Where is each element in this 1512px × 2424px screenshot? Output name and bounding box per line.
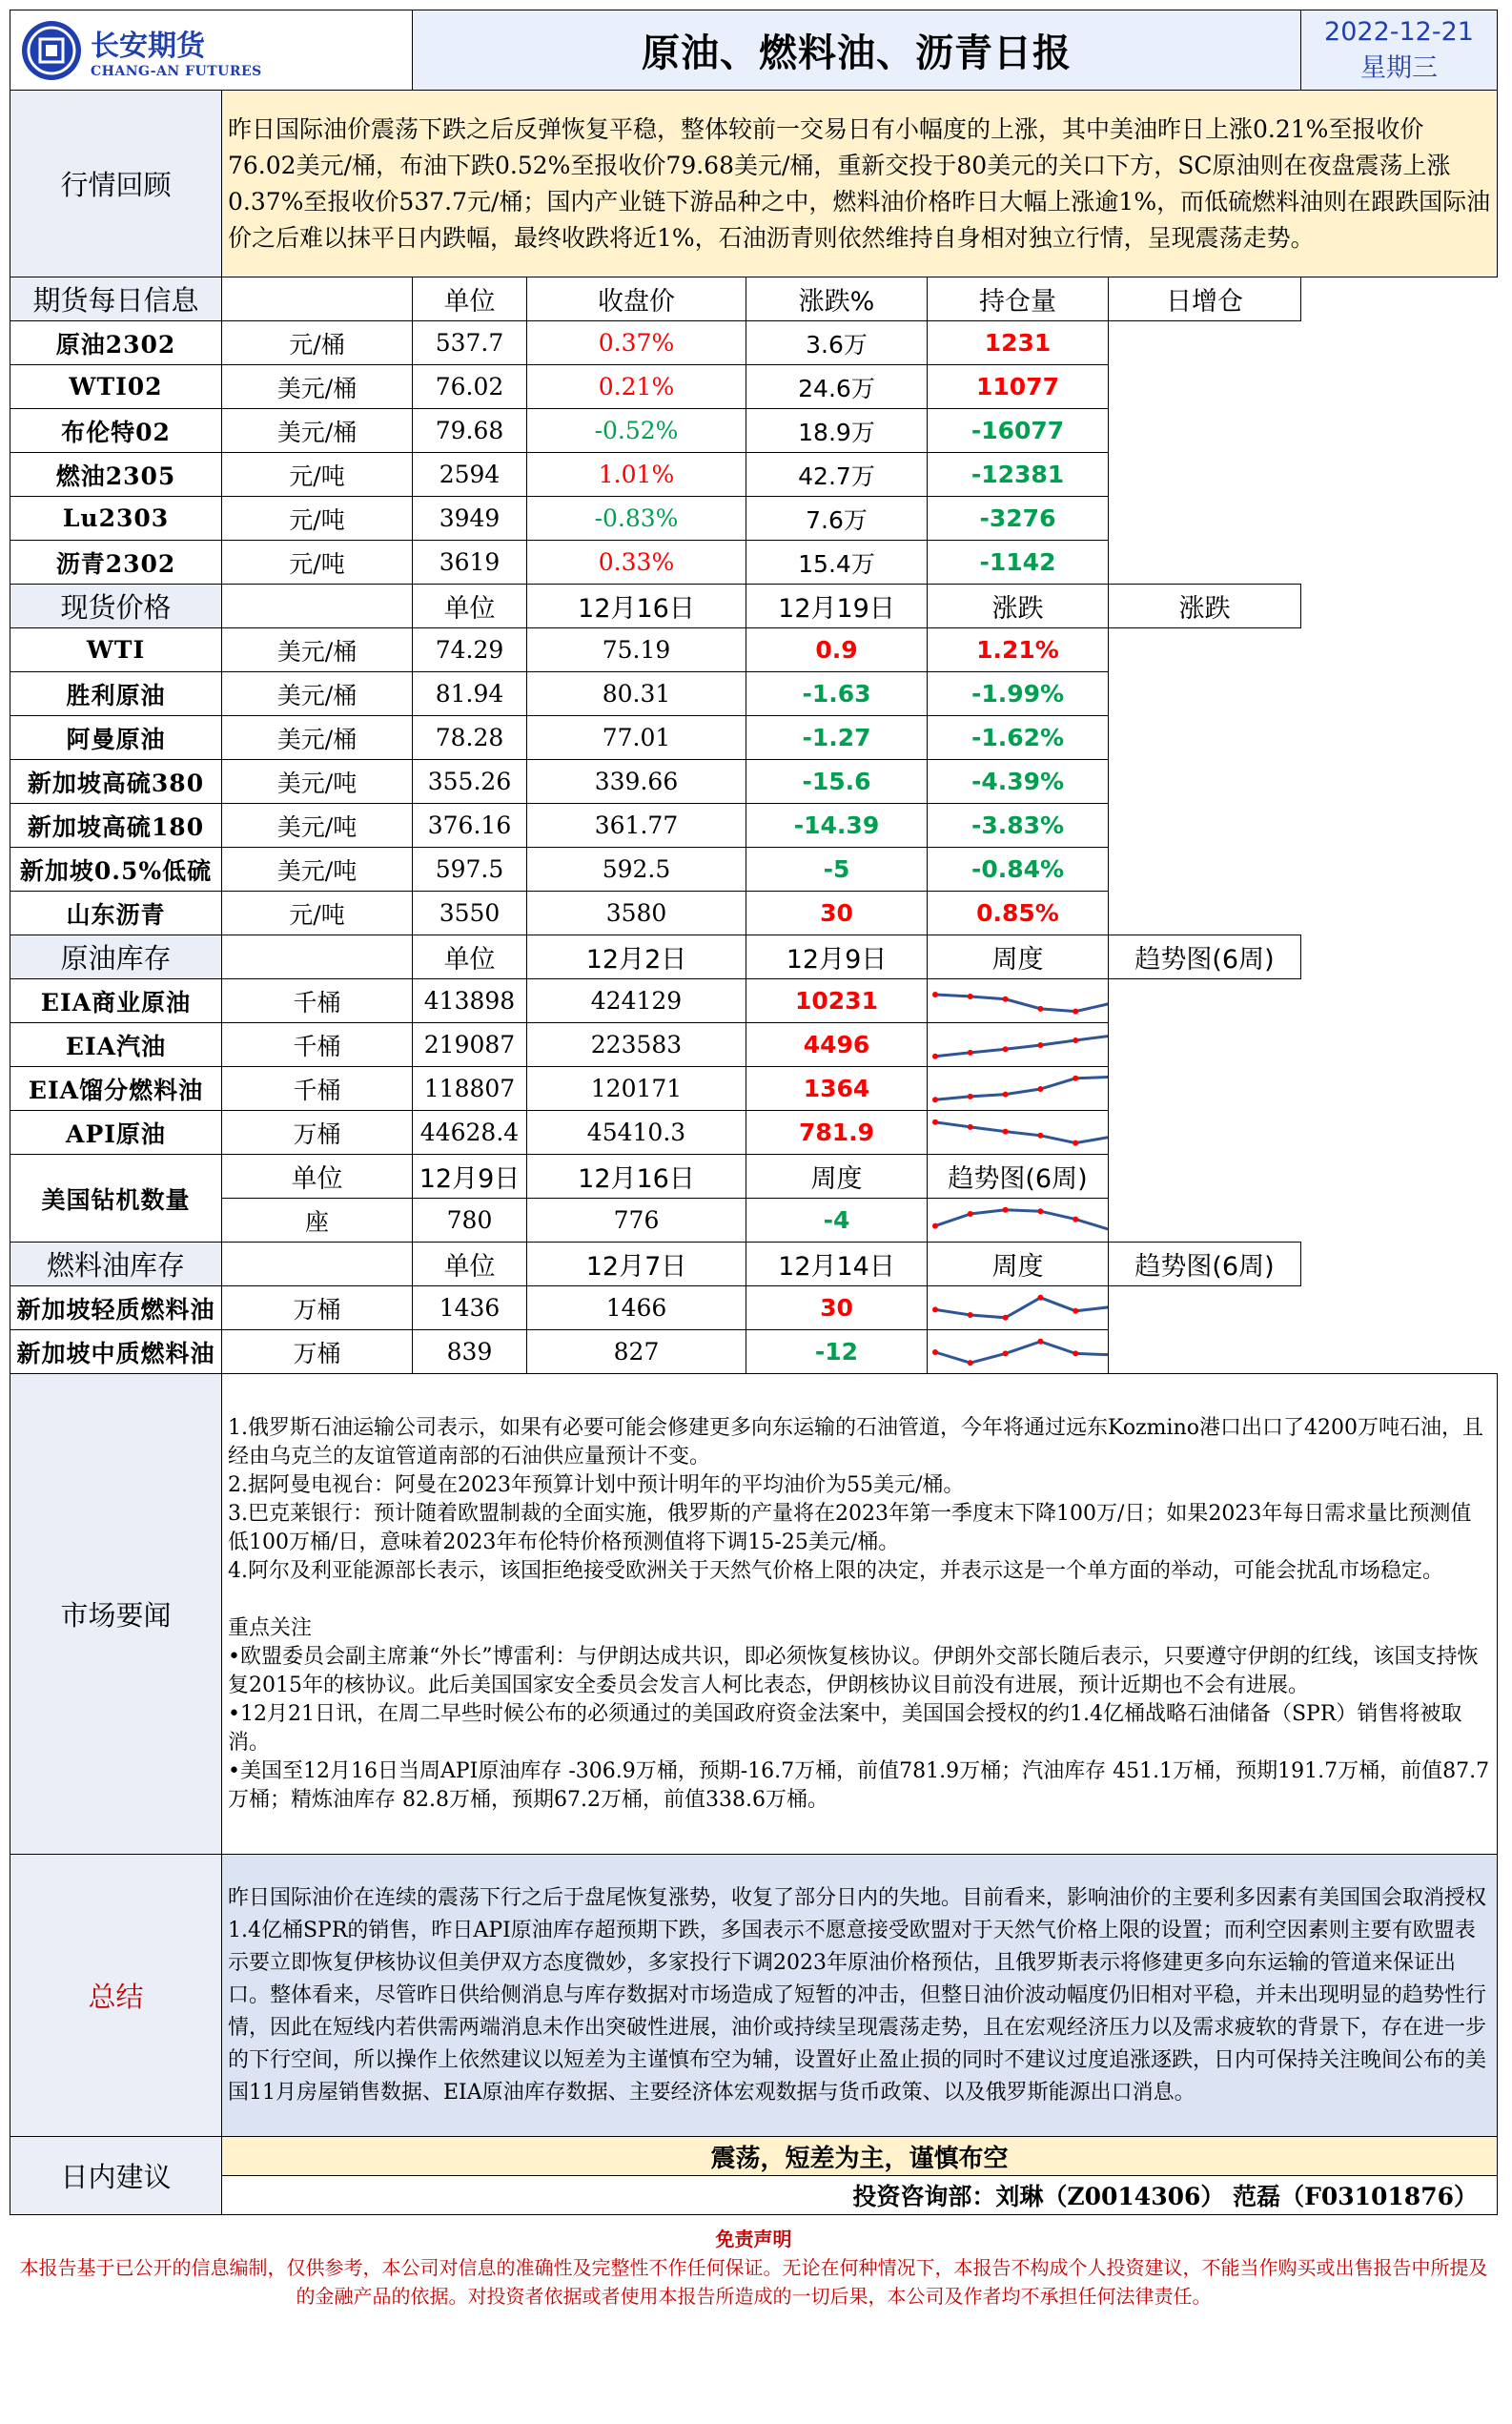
trend-point xyxy=(968,1211,973,1217)
rig-col-d1: 12月9日 xyxy=(413,1155,527,1199)
crude-trend-cell xyxy=(928,1111,1109,1155)
trend-point xyxy=(968,993,973,998)
fuel-trend-cell xyxy=(928,1286,1109,1330)
futures-doi: 1231 xyxy=(928,321,1109,365)
trend-line xyxy=(935,1297,1109,1317)
rig-trend-cell xyxy=(928,1199,1109,1243)
trend-point xyxy=(968,1123,973,1129)
news-line: 1.俄罗斯石油运输公司表示，如果有必要可能会修建更多向东运输的石油管道，今年将通过远东Kozmino港口出口了4200万吨石油，且经由乌克兰的友谊管道南部的石油供应量预计不变。 xyxy=(228,1415,1483,1469)
trend-point xyxy=(968,1312,973,1318)
crude-col-chg: 周度 xyxy=(928,935,1109,979)
futures-unit: 元/吨 xyxy=(222,541,413,585)
spot-unit: 元/吨 xyxy=(222,892,413,935)
disclaimer-text: 本报告基于已公开的信息编制，仅供参考，本公司对信息的准确性及完整性不作任何保证。无论在何种情况下，本报告不构成个人投资建议，不能当作购买或出售报告中所提及的金融产品的依据。对投资者依据或者使用本报告所造成的一切后果，本公司及作者均不承担任何法律责任。 xyxy=(19,2256,1488,2308)
section-news-label: 市场要闻 xyxy=(10,1374,222,1855)
spot-name: 阿曼原油 xyxy=(10,716,222,760)
futures-oi: 42.7万 xyxy=(746,453,928,497)
news-line: 3.巴克莱银行：预计随着欧盟制裁的全面实施，俄罗斯的产量将在2023年第一季度末下降100万/日；如果2023年每日需求量比预测值低100万桶/日，意味着2023年布伦特价格预测值将下调15-25美元/桶。 xyxy=(228,1501,1472,1554)
spot-unit: 美元/吨 xyxy=(222,760,413,804)
spot-row xyxy=(10,892,1498,935)
logo-emblem-icon xyxy=(20,19,83,82)
fuel-sparkline xyxy=(928,1287,1109,1329)
fuel-col-trend: 趋势图(6周) xyxy=(1109,1243,1301,1286)
spot-d1: 74.29 xyxy=(413,628,527,672)
trend-point xyxy=(1037,1086,1043,1092)
trend-point xyxy=(1003,1046,1009,1052)
fuel-name: 新加坡中质燃料油 xyxy=(10,1330,222,1374)
spot-unit: 美元/吨 xyxy=(222,804,413,848)
futures-close: 3619 xyxy=(413,541,527,585)
logo-cn: 长安期货 xyxy=(91,29,205,63)
spot-col-d1: 12月16日 xyxy=(527,585,746,628)
company-logo xyxy=(14,11,408,90)
crude-row xyxy=(10,1067,1498,1111)
spot-d2: 75.19 xyxy=(527,628,746,672)
spot-d2: 3580 xyxy=(527,892,746,935)
fuel-row xyxy=(10,1286,1498,1330)
spot-d1: 81.94 xyxy=(413,672,527,716)
trend-line xyxy=(935,1209,1109,1229)
rig-header-row xyxy=(10,1155,1498,1199)
futures-unit: 美元/桶 xyxy=(222,409,413,453)
futures-unit: 美元/桶 xyxy=(222,365,413,409)
report-date: 2022-12-21 xyxy=(1324,16,1474,47)
futures-name: 原油2302 xyxy=(10,321,222,365)
crude-chg: 781.9 xyxy=(746,1111,928,1155)
spot-col-d2: 12月19日 xyxy=(746,585,928,628)
logo-cell xyxy=(10,10,413,91)
spot-row xyxy=(10,804,1498,848)
review-text: 昨日国际油价震荡下跌之后反弹恢复平稳，整体较前一交易日有小幅度的上涨，其中美油昨日上涨0.21%至报收价76.02美元/桶，布油下跌0.52%至报收价79.68美元/桶，重新交投于80美元的关口下方，SC原油则在夜盘震荡上涨0.37%至报收价537.7元/桶；国内产业链下游品种之中，燃料油价格昨日大幅上涨逾1%，而低硫燃料油则在跟跌国际油价之后难以抹平日内跌幅，最终收跌将近1%，石油沥青则依然维持自身相对独立行情，呈现震荡走势。 xyxy=(222,91,1498,277)
trend-point xyxy=(1037,1005,1043,1011)
futures-unit: 元/吨 xyxy=(222,497,413,541)
spot-d1: 78.28 xyxy=(413,716,527,760)
news-line xyxy=(228,1586,1491,1614)
news-line: •欧盟委员会副主席兼“外长”博雷利：与伊朗达成共识，即必须恢复核协议。伊朗外交部长随后表示，只要遵守伊朗的红线，该国支持恢复2015年的核协议。此后美国国家安全委员会发言人柯比表态，伊朗核协议目前没有进展，预计近期也不会有进展。 xyxy=(228,1644,1479,1697)
rig-col-trend: 趋势图(6周) xyxy=(928,1155,1109,1199)
disclaimer xyxy=(10,2215,1498,2311)
trend-point xyxy=(1073,1037,1078,1042)
trend-point xyxy=(1003,996,1009,1001)
spot-pct: -1.99% xyxy=(928,672,1109,716)
futures-row xyxy=(10,541,1498,585)
spot-chg: -1.63 xyxy=(746,672,928,716)
futures-doi: -1142 xyxy=(928,541,1109,585)
futures-doi: -12381 xyxy=(928,453,1109,497)
crude-unit: 千桶 xyxy=(222,1023,413,1067)
futures-oi: 7.6万 xyxy=(746,497,928,541)
futures-chg: -0.83% xyxy=(527,497,746,541)
fuel-d1: 839 xyxy=(413,1330,527,1374)
crude-chg: 1364 xyxy=(746,1067,928,1111)
spot-col-chg: 涨跌 xyxy=(928,585,1109,628)
crude-col-d2: 12月9日 xyxy=(746,935,928,979)
futures-row xyxy=(10,365,1498,409)
crude-chg: 4496 xyxy=(746,1023,928,1067)
futures-row xyxy=(10,321,1498,365)
futures-name: 布伦特02 xyxy=(10,409,222,453)
trend-point xyxy=(1037,1338,1043,1344)
spot-d2: 592.5 xyxy=(527,848,746,892)
news-line: •12月21日讯，在周二早些时候公布的必须通过的美国政府资金法案中，美国国会授权的约1.4亿桶战略石油储备（SPR）销售将被取消。 xyxy=(228,1701,1462,1755)
crude-col-d1: 12月2日 xyxy=(527,935,746,979)
rig-d2: 776 xyxy=(527,1199,746,1243)
futures-col-doi: 日增仓 xyxy=(1109,277,1301,321)
futures-col-unit: 单位 xyxy=(413,277,527,321)
crude-col-unit: 单位 xyxy=(413,935,527,979)
futures-doi: -16077 xyxy=(928,409,1109,453)
crude-name: API原油 xyxy=(10,1111,222,1155)
trend-point xyxy=(1003,1350,1009,1356)
spot-pct: -1.62% xyxy=(928,716,1109,760)
trend-point xyxy=(1108,1033,1109,1038)
trend-point xyxy=(1108,1134,1109,1140)
trend-point xyxy=(1073,1140,1078,1145)
trend-point xyxy=(1073,1008,1078,1014)
trend-point xyxy=(968,1093,973,1099)
crude-name: EIA馏分燃料油 xyxy=(10,1067,222,1111)
trend-point xyxy=(932,1349,938,1355)
crude-unit: 千桶 xyxy=(222,1067,413,1111)
trend-point xyxy=(1108,1074,1109,1079)
fuel-sparkline xyxy=(928,1331,1109,1373)
crude-row xyxy=(10,979,1498,1023)
futures-oi: 24.6万 xyxy=(746,365,928,409)
trend-point xyxy=(932,1222,938,1228)
rig-col-unit: 单位 xyxy=(222,1155,413,1199)
trend-point xyxy=(1037,1132,1043,1138)
fuel-col-d2: 12月14日 xyxy=(746,1243,928,1286)
trend-point xyxy=(968,1360,973,1366)
news-text xyxy=(222,1374,1498,1855)
section-summary-label: 总结 xyxy=(10,1855,222,2137)
futures-oi: 3.6万 xyxy=(746,321,928,365)
spot-chg: 0.9 xyxy=(746,628,928,672)
news-line: 2.据阿曼电视台：阿曼在2023年预算计划中预计明年的平均油价为55美元/桶。 xyxy=(228,1472,965,1497)
spot-d2: 339.66 xyxy=(527,760,746,804)
crude-row xyxy=(10,1023,1498,1067)
crude-trend-cell xyxy=(928,1067,1109,1111)
crude-sparkline xyxy=(928,1024,1109,1066)
spot-name: 新加坡0.5%低硫 xyxy=(10,848,222,892)
advice-text: 震荡，短差为主，谨慎布空 xyxy=(222,2137,1498,2176)
trend-point xyxy=(1108,1351,1109,1357)
futures-chg: 0.33% xyxy=(527,541,746,585)
crude-sparkline xyxy=(928,1068,1109,1110)
report-weekday: 星期三 xyxy=(1360,52,1438,83)
report-table xyxy=(10,10,1498,2311)
report-title: 原油、燃料油、沥青日报 xyxy=(413,10,1301,91)
futures-close: 2594 xyxy=(413,453,527,497)
rig-col-d2: 12月16日 xyxy=(527,1155,746,1199)
futures-col-chg: 涨跌% xyxy=(746,277,928,321)
crude-d1: 44628.4 xyxy=(413,1111,527,1155)
trend-point xyxy=(1108,1304,1109,1309)
trend-point xyxy=(932,1119,938,1124)
trend-point xyxy=(932,1053,938,1058)
crude-header-row xyxy=(10,935,1498,979)
crude-unit: 千桶 xyxy=(222,979,413,1023)
futures-close: 76.02 xyxy=(413,365,527,409)
crude-d2: 424129 xyxy=(527,979,746,1023)
summary-text: 昨日国际油价在连续的震荡下行之后于盘尾恢复涨势，收复了部分日内的失地。目前看来，影响油价的主要利多因素有美国国会取消授权1.4亿桶SPR的销售，昨日API原油库存超预期下跌，多国表示不愿意接受欧盟对于天然气价格上限的设置；而利空因素则主要有欧盟表示要立即恢复伊核协议但美伊双方态度微妙，多家投行下调2023年原油价格预估，且俄罗斯表示将修建更多向东运输的管道来保证出口。整体看来，尽管昨日供给侧消息与库存数据对市场造成了短暂的冲击，但整日油价波动幅度仍旧相对平稳，并未出现明显的趋势性行情，因此在短线内若供需两端消息未作出突破性进展，油价或持续呈现震荡走势，且在宏观经济压力以及需求疲软的背景下，存在进一步的下行空间，所以操作上依然建议以短差为主谨慎布空为辅，设置好止盈止损的同时不建议过度追涨逐跌，日内可保持关注晚间公布的美国11月房屋销售数据、EIA原油库存数据、主要经济体宏观数据与货币政策、以及俄罗斯能源出口消息。 xyxy=(222,1855,1498,2137)
crude-d1: 413898 xyxy=(413,979,527,1023)
futures-chg: 0.21% xyxy=(527,365,746,409)
futures-name: 沥青2302 xyxy=(10,541,222,585)
spot-row xyxy=(10,848,1498,892)
crude-d1: 118807 xyxy=(413,1067,527,1111)
news-line: 4.阿尔及利亚能源部长表示，该国拒绝接受欧洲关于天然气价格上限的决定，并表示这是一个单方面的举动，可能会扰乱市场稳定。 xyxy=(228,1558,1443,1583)
spot-pct: 1.21% xyxy=(928,628,1109,672)
fuel-d2: 827 xyxy=(527,1330,746,1374)
futures-col-oi: 持仓量 xyxy=(928,277,1109,321)
spot-chg: -14.39 xyxy=(746,804,928,848)
futures-close: 537.7 xyxy=(413,321,527,365)
futures-chg: -0.52% xyxy=(527,409,746,453)
trend-point xyxy=(1073,1216,1078,1222)
crude-name: EIA汽油 xyxy=(10,1023,222,1067)
spot-unit: 美元/吨 xyxy=(222,848,413,892)
advisor-names: 投资咨询部：刘琳（Z0014306） 范磊（F03101876） xyxy=(222,2176,1498,2215)
futures-close: 3949 xyxy=(413,497,527,541)
trend-line xyxy=(935,1341,1109,1362)
trend-point xyxy=(932,1306,938,1312)
trend-line xyxy=(935,1077,1109,1099)
spot-name: WTI xyxy=(10,628,222,672)
trend-line xyxy=(935,1036,1109,1057)
spot-name: 新加坡高硫380 xyxy=(10,760,222,804)
trend-point xyxy=(1073,1075,1078,1080)
crude-chg: 10231 xyxy=(746,979,928,1023)
trend-point xyxy=(1003,1206,1009,1212)
spot-header-row xyxy=(10,585,1498,628)
futures-col-close: 收盘价 xyxy=(527,277,746,321)
futures-name: 燃油2305 xyxy=(10,453,222,497)
futures-row xyxy=(10,453,1498,497)
trend-point xyxy=(1003,1128,1009,1134)
futures-chg: 0.37% xyxy=(527,321,746,365)
crude-d2: 223583 xyxy=(527,1023,746,1067)
futures-oi: 18.9万 xyxy=(746,409,928,453)
futures-name: Lu2303 xyxy=(10,497,222,541)
trend-point xyxy=(932,992,938,997)
trend-point xyxy=(1037,1208,1043,1214)
trend-point xyxy=(1037,1294,1043,1300)
rig-col-chg: 周度 xyxy=(746,1155,928,1199)
crude-unit: 万桶 xyxy=(222,1111,413,1155)
crude-d2: 120171 xyxy=(527,1067,746,1111)
spot-chg: 30 xyxy=(746,892,928,935)
crude-name: EIA商业原油 xyxy=(10,979,222,1023)
spot-name: 新加坡高硫180 xyxy=(10,804,222,848)
fuel-col-unit: 单位 xyxy=(413,1243,527,1286)
futures-unit: 元/吨 xyxy=(222,453,413,497)
spot-row xyxy=(10,628,1498,672)
date-cell xyxy=(1301,10,1498,91)
spot-row xyxy=(10,716,1498,760)
spot-d1: 355.26 xyxy=(413,760,527,804)
trend-point xyxy=(1003,1091,1009,1097)
trend-point xyxy=(1003,1314,1009,1320)
rig-sparkline xyxy=(928,1200,1109,1242)
fuel-d1: 1436 xyxy=(413,1286,527,1330)
spot-chg: -5 xyxy=(746,848,928,892)
spot-d1: 376.16 xyxy=(413,804,527,848)
trend-point xyxy=(1108,1226,1109,1232)
futures-row xyxy=(10,497,1498,541)
trend-line xyxy=(935,995,1109,1012)
futures-name: WTI02 xyxy=(10,365,222,409)
daily-report xyxy=(10,10,1506,2311)
futures-unit: 元/桶 xyxy=(222,321,413,365)
futures-oi: 15.4万 xyxy=(746,541,928,585)
news-line: •美国至12月16日当周API原油库存 -306.9万桶，预期-16.7万桶，前值781.9万桶；汽油库存 451.1万桶，预期191.7万桶，前值87.7万桶；精炼油库存 82.8万桶，预期67.2万桶，前值338.6万桶。 xyxy=(228,1758,1490,1812)
section-futures-label: 期货每日信息 xyxy=(10,277,222,321)
trend-point xyxy=(932,1097,938,1102)
spot-row xyxy=(10,672,1498,716)
section-crude-label: 原油库存 xyxy=(10,935,222,979)
logo-en: CHANG-AN FUTURES xyxy=(91,63,262,79)
spot-col-pct: 涨跌 xyxy=(1109,585,1301,628)
futures-chg: 1.01% xyxy=(527,453,746,497)
section-review-label: 行情回顾 xyxy=(10,91,222,277)
crude-d1: 219087 xyxy=(413,1023,527,1067)
spot-unit: 美元/桶 xyxy=(222,628,413,672)
trend-point xyxy=(1073,1307,1078,1313)
trend-point xyxy=(1037,1042,1043,1048)
news-line: 重点关注 xyxy=(228,1615,313,1640)
fuel-unit: 万桶 xyxy=(222,1330,413,1374)
spot-d2: 77.01 xyxy=(527,716,746,760)
fuel-chg: 30 xyxy=(746,1286,928,1330)
trend-point xyxy=(1108,1000,1109,1006)
disclaimer-title: 免责声明 xyxy=(715,2228,792,2250)
spot-name: 胜利原油 xyxy=(10,672,222,716)
futures-close: 79.68 xyxy=(413,409,527,453)
trend-point xyxy=(968,1049,973,1055)
fuel-d2: 1466 xyxy=(527,1286,746,1330)
spot-col-unit: 单位 xyxy=(413,585,527,628)
futures-header-row xyxy=(10,277,1498,321)
spot-d2: 80.31 xyxy=(527,672,746,716)
crude-trend-cell xyxy=(928,979,1109,1023)
fuel-col-d1: 12月7日 xyxy=(527,1243,746,1286)
spot-d2: 361.77 xyxy=(527,804,746,848)
crude-sparkline xyxy=(928,1112,1109,1154)
rig-chg: -4 xyxy=(746,1199,928,1243)
spot-d1: 597.5 xyxy=(413,848,527,892)
spot-d1: 3550 xyxy=(413,892,527,935)
crude-trend-cell xyxy=(928,1023,1109,1067)
crude-sparkline xyxy=(928,980,1109,1022)
fuel-col-chg: 周度 xyxy=(928,1243,1109,1286)
crude-row xyxy=(10,1111,1498,1155)
rig-d1: 780 xyxy=(413,1199,527,1243)
fuel-header-row xyxy=(10,1243,1498,1286)
spot-row xyxy=(10,760,1498,804)
fuel-row xyxy=(10,1330,1498,1374)
section-spot-label: 现货价格 xyxy=(10,585,222,628)
futures-doi: -3276 xyxy=(928,497,1109,541)
spot-chg: -1.27 xyxy=(746,716,928,760)
fuel-trend-cell xyxy=(928,1330,1109,1374)
rig-unit: 座 xyxy=(222,1199,413,1243)
trend-point xyxy=(1073,1350,1078,1356)
fuel-unit: 万桶 xyxy=(222,1286,413,1330)
fuel-chg: -12 xyxy=(746,1330,928,1374)
futures-row xyxy=(10,409,1498,453)
crude-d2: 45410.3 xyxy=(527,1111,746,1155)
crude-col-trend: 趋势图(6周) xyxy=(1109,935,1301,979)
spot-name: 山东沥青 xyxy=(10,892,222,935)
spot-chg: -15.6 xyxy=(746,760,928,804)
spot-pct: -3.83% xyxy=(928,804,1109,848)
trend-line xyxy=(935,1121,1109,1142)
spot-unit: 美元/桶 xyxy=(222,716,413,760)
fuel-name: 新加坡轻质燃料油 xyxy=(10,1286,222,1330)
section-advice-label: 日内建议 xyxy=(10,2137,222,2215)
section-fuel-label: 燃料油库存 xyxy=(10,1243,222,1286)
rig-name: 美国钻机数量 xyxy=(10,1155,222,1243)
spot-pct: 0.85% xyxy=(928,892,1109,935)
spot-pct: -0.84% xyxy=(928,848,1109,892)
rig-row xyxy=(10,1199,1498,1243)
futures-doi: 11077 xyxy=(928,365,1109,409)
spot-pct: -4.39% xyxy=(928,760,1109,804)
spot-unit: 美元/桶 xyxy=(222,672,413,716)
